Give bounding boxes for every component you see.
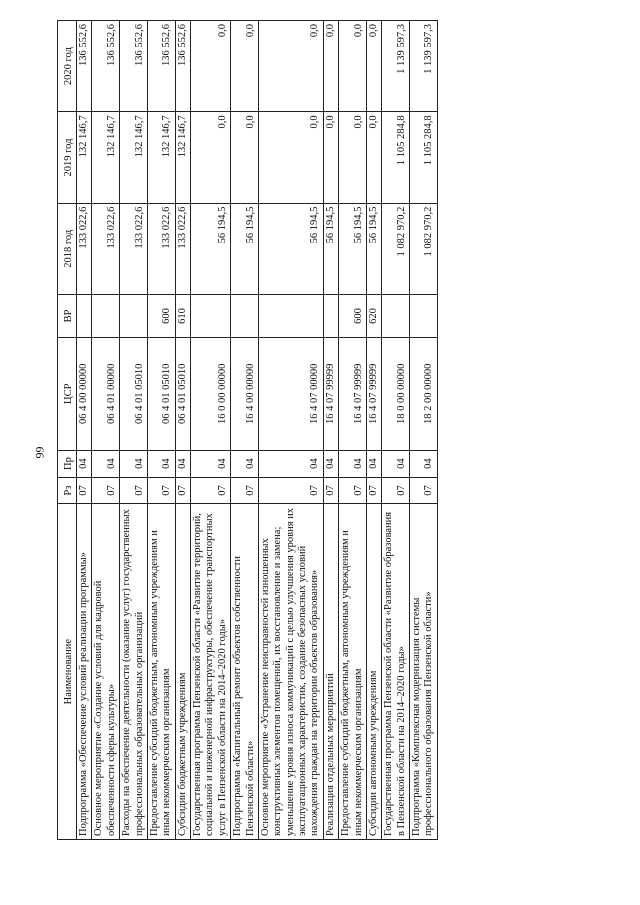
cell-y2019: 0,0 (231, 112, 259, 203)
cell-csr: 06 4 01 05010 (147, 337, 175, 450)
cell-csr: 06 4 01 05010 (120, 337, 148, 450)
cell-name: Субсидии бюджетным учреждениям (175, 504, 190, 840)
cell-rz: 07 (339, 477, 367, 504)
cell-name: Предоставление субсидий бюджетным, автономным учреждениям и иным некоммерческим организациям (339, 504, 367, 840)
cell-pr: 04 (191, 450, 231, 477)
table-row (366, 21, 381, 840)
cell-name: Расходы на обеспечение деятельности (оказание услуг) государственных профессиональных образовательных организаций (120, 504, 148, 840)
cell-y2019: 132 146,7 (92, 112, 120, 203)
cell-y2018: 56 194,5 (191, 203, 231, 294)
cell-pr: 04 (120, 450, 148, 477)
cell-csr: 06 4 00 00000 (77, 337, 92, 450)
cell-y2018: 133 022,6 (175, 203, 190, 294)
table-row (191, 21, 231, 840)
cell-y2020: 136 552,6 (175, 21, 190, 112)
cell-rz: 07 (120, 477, 148, 504)
cell-y2019: 132 146,7 (175, 112, 190, 203)
cell-name: Субсидии автономным учреждениям (366, 504, 381, 840)
cell-csr: 16 0 00 00000 (191, 337, 231, 450)
cell-csr: 16 4 07 99999 (323, 337, 338, 450)
table-row (147, 21, 175, 840)
cell-pr: 04 (366, 450, 381, 477)
table-row (382, 21, 410, 840)
cell-y2019: 0,0 (339, 112, 367, 203)
header-2020: 2020 год (58, 21, 77, 112)
cell-y2020: 136 552,6 (77, 21, 92, 112)
cell-pr: 04 (231, 450, 259, 477)
cell-pr: 04 (382, 450, 410, 477)
cell-csr: 06 4 01 05010 (175, 337, 190, 450)
cell-y2020: 136 552,6 (120, 21, 148, 112)
cell-vr (410, 294, 438, 337)
cell-y2018: 133 022,6 (92, 203, 120, 294)
cell-pr: 04 (339, 450, 367, 477)
cell-csr: 16 4 07 99999 (339, 337, 367, 450)
table-row (175, 21, 190, 840)
header-2019: 2019 год (58, 112, 77, 203)
header-2018: 2018 год (58, 203, 77, 294)
header-name: Наименование (58, 504, 77, 840)
cell-name: Предоставление субсидий бюджетным, автономным учреждениям и иным некоммерческим организациям (147, 504, 175, 840)
page-number: 99 (32, 446, 47, 459)
cell-y2020: 136 552,6 (147, 21, 175, 112)
cell-name: Подпрограмма «Комплексная модернизация системы профессионального образования Пензенской области» (410, 504, 438, 840)
cell-rz: 07 (366, 477, 381, 504)
table-row (410, 21, 438, 840)
cell-csr: 06 4 01 00000 (92, 337, 120, 450)
cell-vr: 600 (147, 294, 175, 337)
cell-vr (382, 294, 410, 337)
cell-name: Основное мероприятие «Создание условий для кадровой обеспеченности сферы культуры» (92, 504, 120, 840)
cell-y2018: 1 082 970,2 (410, 203, 438, 294)
cell-csr: 18 2 00 00000 (410, 337, 438, 450)
cell-y2019: 132 146,7 (120, 112, 148, 203)
cell-vr: 620 (366, 294, 381, 337)
header-pr: Пр (58, 450, 77, 477)
cell-name: Подпрограмма «Обеспечение условий реализации программы» (77, 504, 92, 840)
cell-rz: 07 (191, 477, 231, 504)
cell-y2019: 0,0 (366, 112, 381, 203)
cell-y2020: 0,0 (323, 21, 338, 112)
cell-y2019: 132 146,7 (77, 112, 92, 203)
table-row (258, 21, 323, 840)
cell-vr (77, 294, 92, 337)
cell-rz: 07 (323, 477, 338, 504)
cell-name: Государственная программа Пензенской области «Развитие территорий, социальной и инженерной инфраструктуры, обеспечение транспортных услуг в Пензенской области на 2014–2020 годы» (191, 504, 231, 840)
budget-table (57, 20, 438, 840)
cell-rz: 07 (231, 477, 259, 504)
cell-vr (323, 294, 338, 337)
cell-rz: 07 (77, 477, 92, 504)
cell-name: Подпрограмма «Капитальный ремонт объектов собственности Пензенской области» (231, 504, 259, 840)
cell-csr: 18 0 00 00000 (382, 337, 410, 450)
cell-y2019: 132 146,7 (147, 112, 175, 203)
cell-name: Государственная программа Пензенской области «Развитие образования в Пензенской области на 2014–2020 годы» (382, 504, 410, 840)
cell-y2020: 1 139 597,3 (410, 21, 438, 112)
table-row (323, 21, 338, 840)
cell-y2019: 0,0 (258, 112, 323, 203)
cell-y2019: 1 105 284,8 (410, 112, 438, 203)
header-rz: Рз (58, 477, 77, 504)
table-row (339, 21, 367, 840)
cell-y2020: 0,0 (366, 21, 381, 112)
cell-csr: 16 4 00 00000 (231, 337, 259, 450)
header-csr: ЦСР (58, 337, 77, 450)
table-row (92, 21, 120, 840)
cell-y2020: 136 552,6 (92, 21, 120, 112)
cell-pr: 04 (258, 450, 323, 477)
cell-y2019: 0,0 (191, 112, 231, 203)
cell-y2018: 133 022,6 (120, 203, 148, 294)
header-vr: ВР (58, 294, 77, 337)
cell-pr: 04 (410, 450, 438, 477)
cell-vr (258, 294, 323, 337)
cell-vr (92, 294, 120, 337)
cell-rz: 07 (258, 477, 323, 504)
cell-rz: 07 (382, 477, 410, 504)
cell-name: Реализация отдельных мероприятий (323, 504, 338, 840)
cell-y2018: 1 082 970,2 (382, 203, 410, 294)
cell-y2020: 0,0 (339, 21, 367, 112)
cell-pr: 04 (323, 450, 338, 477)
cell-pr: 04 (147, 450, 175, 477)
cell-y2018: 133 022,6 (77, 203, 92, 294)
cell-pr: 04 (92, 450, 120, 477)
cell-y2018: 133 022,6 (147, 203, 175, 294)
table-row (77, 21, 92, 840)
cell-rz: 07 (175, 477, 190, 504)
cell-csr: 16 4 07 99999 (366, 337, 381, 450)
cell-y2019: 0,0 (323, 112, 338, 203)
cell-vr (120, 294, 148, 337)
cell-y2020: 0,0 (258, 21, 323, 112)
cell-pr: 04 (77, 450, 92, 477)
budget-table-container (57, 20, 597, 840)
cell-y2018: 56 194,5 (258, 203, 323, 294)
cell-vr: 610 (175, 294, 190, 337)
cell-y2018: 56 194,5 (366, 203, 381, 294)
cell-y2018: 56 194,5 (323, 203, 338, 294)
table-row (231, 21, 259, 840)
cell-y2020: 0,0 (231, 21, 259, 112)
table-header-row (58, 21, 77, 840)
cell-y2019: 1 105 284,8 (382, 112, 410, 203)
cell-y2018: 56 194,5 (339, 203, 367, 294)
cell-rz: 07 (147, 477, 175, 504)
table-row (120, 21, 148, 840)
cell-vr (191, 294, 231, 337)
cell-y2020: 1 139 597,3 (382, 21, 410, 112)
cell-y2020: 0,0 (191, 21, 231, 112)
cell-y2018: 56 194,5 (231, 203, 259, 294)
cell-rz: 07 (410, 477, 438, 504)
cell-name: Основное мероприятие «Устранение неисправностей изношенных конструктивных элементов помещений, их восстановление и замена; уменьшение уровня износа коммуникаций с целью улучшения уровня их эксплуатационных характеристик, создание безопасных условий нахождения граждан на территории объектов образования» (258, 504, 323, 840)
cell-vr: 600 (339, 294, 367, 337)
cell-pr: 04 (175, 450, 190, 477)
cell-rz: 07 (92, 477, 120, 504)
cell-csr: 16 4 07 00000 (258, 337, 323, 450)
cell-vr (231, 294, 259, 337)
